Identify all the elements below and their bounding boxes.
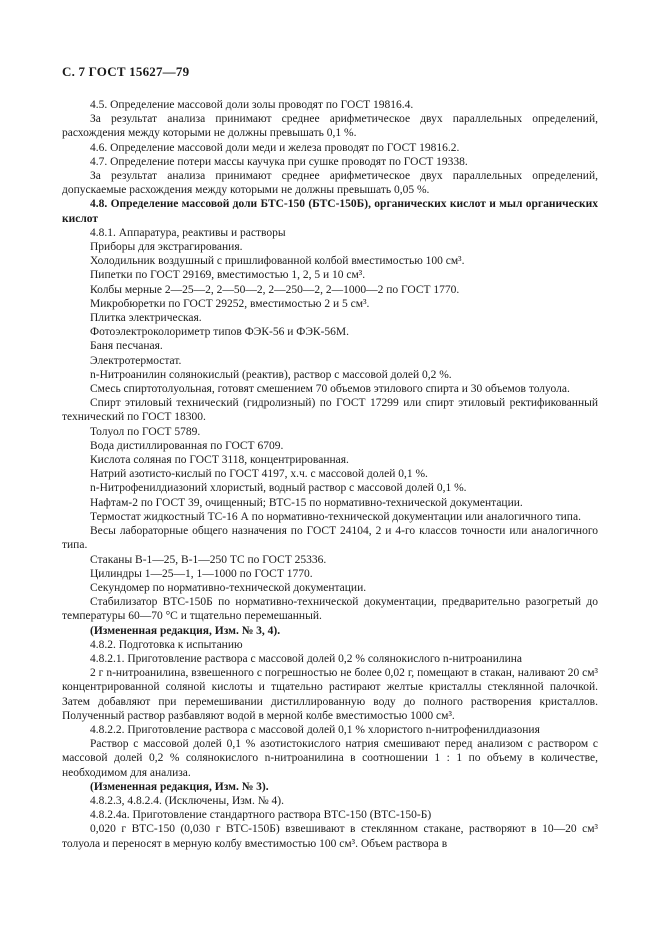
paragraph: Колбы мерные 2—25—2, 2—50—2, 2—250—2, 2—1000—2 по ГОСТ 1770. [90, 283, 460, 296]
paragraph: 2 г n-нитроанилина, взвешенного с погрешностью не более 0,02 г, помещают в стакан, наливают 20 см³ концентрированной соляной кислоты и тщательно растирают желтые кристаллы стеклянной палочкой. Затем добавляют при перемешивании дистиллированную воду до полного растворения кристаллов. Полученный раствор разбавляют водой в мерной колбе вместимостью 1000 см³. [62, 667, 598, 722]
paragraph: 4.8. Определение массовой доли БТС-150 (БТС-150Б), органических кислот и мыл органических кислот [62, 198, 598, 225]
paragraph: 4.8.2.1. Приготовление раствора с массовой долей 0,2 % солянокислого n-нитроанилина [90, 652, 523, 665]
paragraph: Пипетки по ГОСТ 29169, вместимостью 1, 2, 5 и 10 см³. [90, 269, 366, 282]
paragraph: Смесь спиртотолуольная, готовят смешением 70 объемов этилового спирта и 30 объемов толуола. [90, 383, 570, 396]
paragraph: (Измененная редакция, Изм. № 3). [90, 780, 269, 793]
paragraph: n-Нитроанилин солянокислый (реактив), раствор с массовой долей 0,2 %. [90, 368, 452, 381]
paragraph: Весы лабораторные общего назначения по ГОСТ 24104, 2 и 4-го классов точности или аналогичного типа. [62, 525, 598, 552]
paragraph: 4.5. Определение массовой доли золы проводят по ГОСТ 19816.4. [90, 99, 414, 111]
paragraph: Фотоэлектроколориметр типов ФЭК-56 и ФЭК-56М. [90, 326, 350, 339]
paragraph: Холодильник воздушный с пришлифованной колбой вместимостью 100 см³. [90, 255, 465, 268]
paragraph: Секундомер по нормативно-технической документации. [90, 581, 367, 594]
paragraph: Стабилизатор ВТС-150Б по нормативно-технической документации, предварительно разогретый до температуры 60—70 °С и тщательно перемешанный. [62, 596, 598, 623]
paragraph: Спирт этиловый технический (гидролизный) по ГОСТ 17299 или спирт этиловый ректификованный технический по ГОСТ 18300. [62, 397, 598, 424]
paragraph: 4.7. Определение потери массы каучука при сушке проводят по ГОСТ 19338. [90, 155, 468, 168]
paragraph: 4.8.2. Подготовка к испытанию [90, 638, 243, 651]
paragraph: Вода дистиллированная по ГОСТ 6709. [90, 439, 284, 452]
paragraph: 4.8.2.4а. Приготовление стандартного раствора ВТС-150 (ВТС-150-Б) [90, 809, 432, 822]
paragraph: Микробюретки по ГОСТ 29252, вместимостью 2 и 5 см³. [90, 297, 370, 310]
paragraph: Цилиндры 1—25—1, 1—1000 по ГОСТ 1770. [90, 567, 313, 580]
page-header: С. 7 ГОСТ 15627—79 [62, 64, 190, 79]
paragraph: Нафтам-2 по ГОСТ 39, очищенный; ВТС-15 по нормативно-технической документации. [90, 496, 523, 509]
paragraph: За результат анализа принимают среднее арифметическое двух параллельных определений, допускаемые расхождения между которыми не должны превышать 0,05 %. [62, 170, 598, 197]
paragraph: Натрий азотисто-кислый по ГОСТ 4197, х.ч. с массовой долей 0,1 %. [90, 468, 428, 481]
paragraph: Раствор с массовой долей 0,1 % азотистокислого натрия смешивают перед анализом с раствором с массовой долей 0,2 % солянокислого n-нитроанилина в соотношении 1 : 1 по объему в количестве, необходимом для анализа. [62, 738, 598, 779]
paragraph: За результат анализа принимают среднее арифметическое двух параллельных определений, расхождения между которыми не должны превышать 0,1 %. [62, 113, 598, 140]
paragraph: (Измененная редакция, Изм. № 3, 4). [90, 624, 281, 637]
document-body [62, 98, 598, 851]
paragraph: Стаканы В-1—25, В-1—250 ТС по ГОСТ 25336. [90, 553, 327, 566]
paragraph: Баня песчаная. [90, 340, 163, 353]
paragraph: 4.8.2.2. Приготовление раствора с массовой долей 0,1 % хлористого n-нитрофенилдиазония [90, 723, 540, 736]
paragraph: 0,020 г ВТС-150 (0,030 г ВТС-150Б) взвешивают в стеклянном стакане, растворяют в 10—20 см³ толуола и переносят в мерную колбу вместимостью 100 см³. Объем раствора в [62, 823, 598, 850]
paragraph: Электротермостат. [90, 354, 182, 367]
paragraph: Приборы для экстрагирования. [90, 241, 243, 254]
paragraph: Толуол по ГОСТ 5789. [90, 425, 201, 438]
paragraph: Плитка электрическая. [90, 312, 202, 325]
paragraph: n-Нитрофенилдиазоний хлористый, водный раствор с массовой долей 0,1 %. [90, 482, 467, 495]
paragraph: Кислота соляная по ГОСТ 3118, концентрированная. [90, 454, 349, 467]
paragraph: 4.8.1. Аппаратура, реактивы и растворы [90, 226, 286, 239]
paragraph: Термостат жидкостный ТС-16 А по нормативно-технической документации или аналогичного типа. [90, 510, 581, 523]
paragraph: 4.8.2.3, 4.8.2.4. (Исключены, Изм. № 4). [90, 794, 285, 807]
paragraph: 4.6. Определение массовой доли меди и железа проводят по ГОСТ 19816.2. [90, 141, 460, 154]
